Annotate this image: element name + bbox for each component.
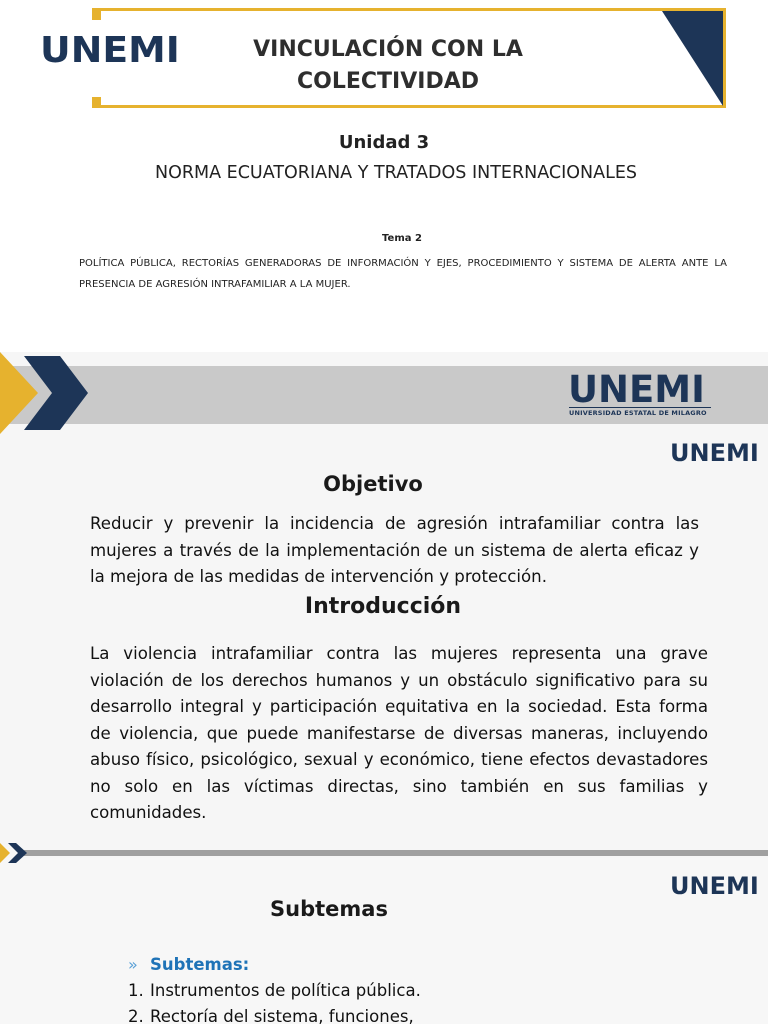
double-chevron-icon: » [128, 955, 138, 974]
list-item-number: 2. [128, 1007, 144, 1026]
unemi-logo-small-2: UNEMI [670, 872, 759, 900]
unemi-logo: UNEMI [40, 30, 180, 71]
list-item-number: 1. [128, 981, 144, 1000]
unemi-logo-subtitle: UNIVERSIDAD ESTATAL DE MILAGRO [569, 407, 711, 417]
chevron-arrows-icon [0, 352, 90, 434]
small-chevron-arrows-icon [0, 840, 28, 866]
list-item-text: Rectoría del sistema, funciones, [150, 1007, 414, 1026]
header-corner-triangle [662, 11, 723, 106]
topic-label: Tema 2 [382, 233, 422, 244]
subtopics-heading: Subtemas [270, 897, 388, 921]
slide3-divider-line [24, 850, 768, 856]
unemi-logo-small: UNEMI [670, 439, 759, 467]
objective-text: Reducir y prevenir la incidencia de agresión intrafamiliar contra las mujeres a través de la implementación de un sistema de alerta eficaz y la mejora de las medidas de intervención y protección. [90, 514, 699, 586]
header-frame-tick-top [92, 8, 101, 20]
objective-heading: Objetivo [323, 472, 423, 496]
unit-title: Unidad 3 [338, 132, 430, 153]
header-title: VINCULACIÓN CON LA COLECTIVIDAD [253, 37, 523, 94]
introduction-heading: Introducción [304, 594, 462, 619]
subtopics-list [128, 952, 528, 1030]
unit-subtitle: NORMA ECUATORIANA Y TRATADOS INTERNACIONALES [154, 163, 637, 183]
subtopics-list-heading: Subtemas: [150, 955, 250, 974]
topic-description: POLÍTICA PÚBLICA, RECTORÍAS GENERADORAS DE INFORMACIÓN Y EJES, PROCEDIMIENTO Y SISTEMA DE ALERTA ANTE LA PRESENCIA DE AGRESIÓN INTRAFAMILIAR A LA MUJER. [79, 258, 727, 290]
list-item [128, 1004, 528, 1030]
list-item-text: Instrumentos de política pública. [150, 981, 421, 1000]
unemi-logo-large: UNEMI [568, 368, 705, 411]
introduction-text: La violencia intrafamiliar contra las mujeres representa una grave violación de los derechos humanos y un obstáculo significativo para su desarrollo integral y participación equitativa en la sociedad. Esta forma de violencia, que puede manifestarse de diversas maneras, incluyendo abuso físico, psicológico, sexual y económico, tiene efectos devastadores no solo en las víctimas directas, sino también en sus familias y comunidades. [90, 644, 708, 822]
list-item [128, 952, 528, 978]
header-frame-tick-bottom [92, 97, 101, 108]
list-item [128, 978, 528, 1004]
